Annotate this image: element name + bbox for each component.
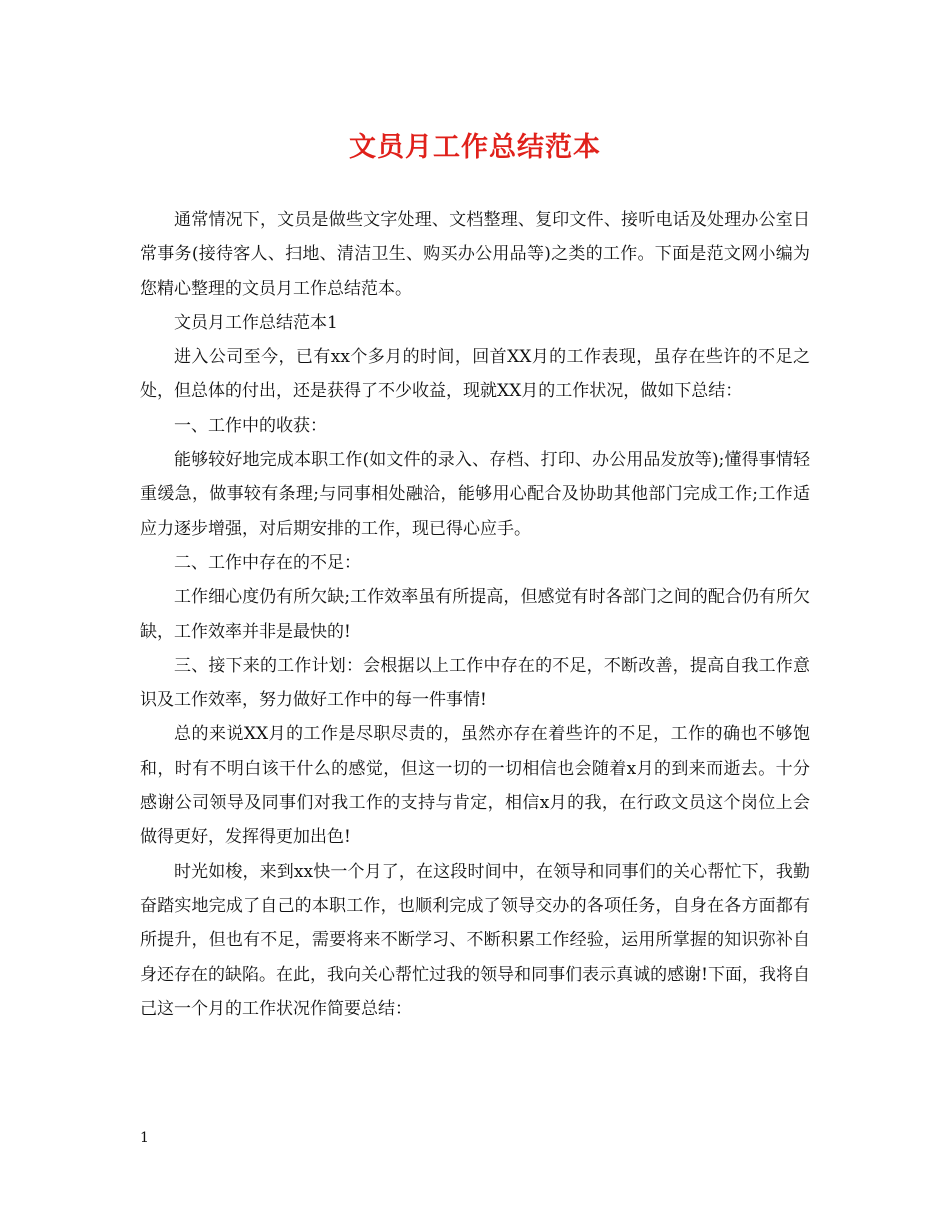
document-title: 文员月工作总结范本 (349, 132, 601, 163)
paragraph-intro: 通常情况下，文员是做些文字处理、文档整理、复印文件、接听电话及处理办公室日常事务(接待客人、扫地、清洁卫生、购买办公用品等)之类的工作。下面是范文网小编为您精心整理的文员月工作总结范本。 (140, 210, 810, 299)
paragraph-opening: 进入公司至今，已有xx个多月的时间，回首XX月的工作表现，虽存在些许的不足之处，但总体的付出，还是获得了不少收益，现就XX月的工作状况，做如下总结： (140, 347, 810, 402)
paragraph-summary: 总的来说XX月的工作是尽职尽责的，虽然亦存在着些许的不足，工作的确也不够饱和，时有不明白该干什么的感觉，但这一切的一切相信也会随着x月的到来而逝去。十分感谢公司领导及同事们对我工作的支持与肯定，相信x月的我，在行政文员这个岗位上会做得更好，发挥得更加出色! (140, 724, 810, 848)
paragraph-shortcomings: 工作细心度仍有所欠缺;工作效率虽有所提高，但感觉有时各部门之间的配合仍有所欠缺，工作效率并非是最快的! (140, 587, 810, 642)
section-heading-gains: 一、工作中的收获： (174, 415, 327, 436)
section-heading-shortcomings: 二、工作中存在的不足： (174, 552, 361, 573)
paragraph-plan: 三、接下来的工作计划：会根据以上工作中存在的不足，不断改善，提高自我工作意识及工作效率，努力做好工作中的每一件事情! (140, 655, 810, 711)
paragraph-second-sample: 时光如梭，来到xx快一个月了，在这段时间中，在领导和同事们的关心帮忙下，我勤奋踏实地完成了自己的本职工作，也顺利完成了领导交办的各项任务，自身在各方面都有所提升，但也有不足，需要将来不断学习、不断积累工作经验，运用所掌握的知识弥补自身还存在的缺陷。在此，我向关心帮忙过我的领导和同事们表示真诚的感谢!下面，我将自己这一个月的工作状况作简要总结： (140, 861, 810, 1019)
paragraph-gains: 能够较好地完成本职工作(如文件的录入、存档、打印、办公用品发放等);懂得事情轻重缓急，做事较有条理;与同事相处融洽，能够用心配合及协助其他部门完成工作;工作适应力逐步增强，对后期安排的工作，现已得心应手。 (140, 450, 810, 539)
page-number: 1 (140, 1130, 149, 1146)
document-body (140, 203, 810, 1026)
section-heading-sample-1: 文员月工作总结范本1 (174, 312, 338, 333)
